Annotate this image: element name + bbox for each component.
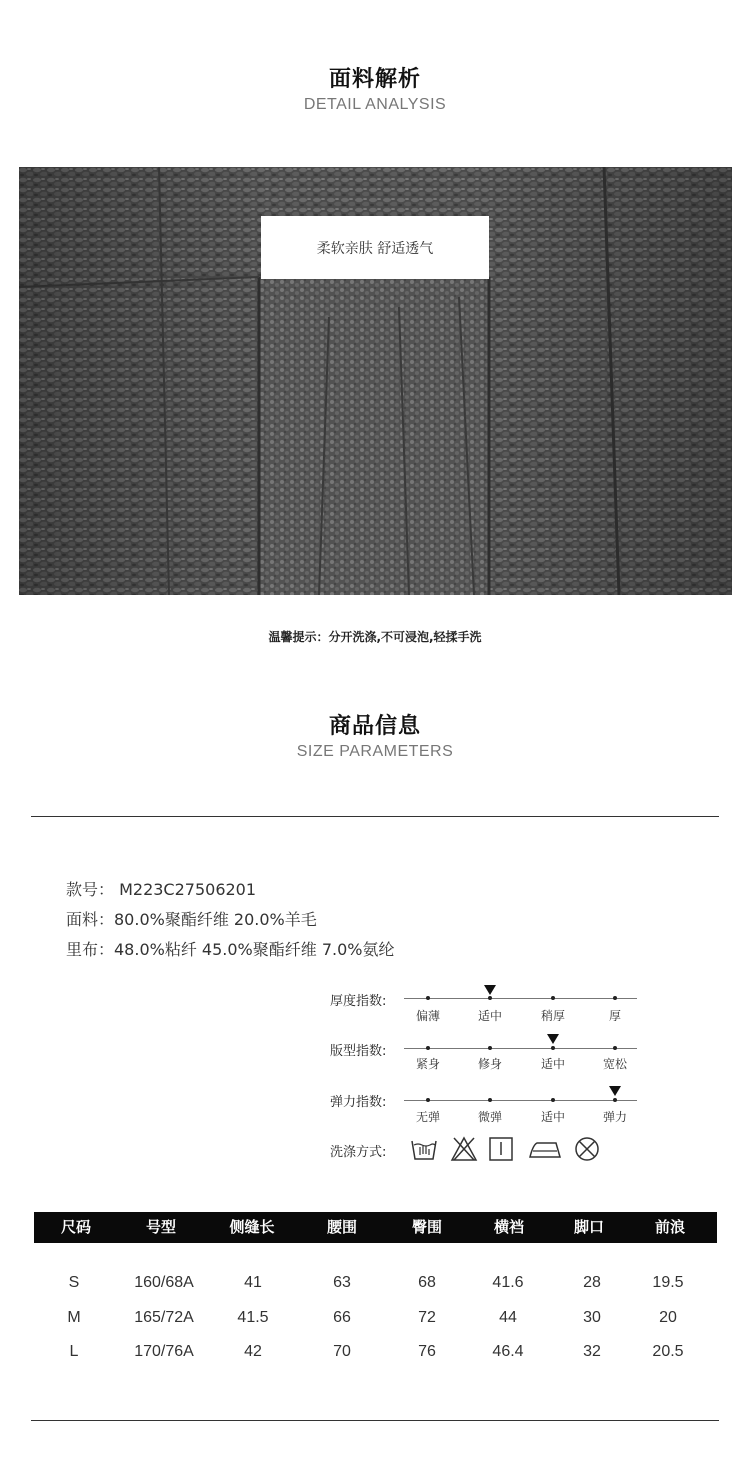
thickness-index-label: 厚度指数: [330,994,387,1009]
scale-dot [488,996,492,1000]
scale-dot [426,1098,430,1102]
thickness-scale [404,998,637,999]
scale-dot [613,1098,617,1102]
table-cell: 44 [499,1309,517,1326]
header-waist: 腰围 [326,1218,357,1236]
table-cell: 41 [244,1274,262,1291]
scale-dot [613,996,617,1000]
scale-dot [551,1098,555,1102]
table-cell: 46.4 [492,1343,524,1360]
header-size: 尺码 [60,1218,91,1236]
elasticity-marker [609,1086,621,1096]
divider-top [31,816,719,817]
header-front-rise: 前浪 [654,1218,685,1236]
elasticity-option: 无弹 [415,1110,440,1124]
thickness-option: 厚 [608,1009,621,1023]
header-thigh: 横裆 [493,1218,524,1236]
elasticity-index-label: 弹力指数: [330,1095,387,1110]
fit-option: 适中 [540,1057,565,1071]
table-cell: 76 [418,1343,436,1360]
thickness-option: 适中 [477,1009,502,1023]
scale-dot [488,1098,492,1102]
scale-dot [551,1046,555,1050]
elasticity-option: 微弹 [477,1110,502,1124]
no-bleach-icon [450,1135,478,1163]
lining-composition: 里布：48.0%粘纤 45.0%聚酯纤维 7.0%氨纶 [66,940,395,959]
scale-dot [613,1046,617,1050]
scale-dot [426,1046,430,1050]
care-tip: 温馨提示：分开洗涤,不可浸泡,轻揉手洗 [268,630,482,644]
table-cell: 41.6 [492,1274,524,1291]
table-cell: S [68,1274,80,1291]
table-cell: 28 [583,1274,601,1291]
scale-dot [551,996,555,1000]
header-hem: 脚口 [573,1218,604,1236]
detail-title: 面料解析 [328,67,421,92]
thickness-marker [484,985,496,995]
table-cell: 72 [418,1309,436,1326]
table-cell: 30 [583,1309,601,1326]
table-cell: 20.5 [652,1343,684,1360]
table-cell: 32 [583,1343,601,1360]
elasticity-option: 弹力 [602,1110,627,1124]
header-hip: 臀围 [411,1218,442,1236]
hang-dry-icon [487,1135,515,1163]
thickness-option: 稍厚 [540,1009,565,1023]
scale-dot [426,996,430,1000]
header-side-length: 侧缝长 [229,1218,275,1236]
low-iron-icon [527,1135,563,1163]
scale-dot [488,1046,492,1050]
fit-marker [547,1034,559,1044]
hand-wash-icon [410,1135,438,1163]
fit-option: 修身 [477,1057,502,1071]
table-cell: 165/72A [134,1309,194,1326]
no-dry-clean-icon [573,1135,601,1163]
table-cell: 42 [244,1343,262,1360]
table-cell: 170/76A [134,1343,194,1360]
fit-option: 宽松 [602,1057,627,1071]
table-cell: 66 [333,1309,351,1326]
size-title: 商品信息 [328,714,421,739]
fabric-caption: 柔软亲肤 舒适透气 [261,216,489,279]
table-cell: 19.5 [652,1274,684,1291]
thickness-option: 偏薄 [415,1009,440,1023]
table-cell: 68 [418,1274,436,1291]
size-subtitle: SIZE PARAMETERS [296,743,454,760]
style-number: 款号： M223C27506201 [66,880,257,899]
fabric-composition: 面料：80.0%聚酯纤维 20.0%羊毛 [66,910,317,929]
care-label: 洗涤方式: [330,1145,387,1160]
fit-index-label: 版型指数: [330,1044,387,1059]
divider-bottom [31,1420,719,1421]
table-cell: 70 [333,1343,351,1360]
fit-option: 紧身 [415,1057,440,1071]
table-cell: 41.5 [237,1309,269,1326]
detail-subtitle: DETAIL ANALYSIS [303,96,447,113]
elasticity-scale [404,1100,637,1101]
table-cell: 20 [659,1309,677,1326]
header-model: 号型 [145,1218,176,1236]
table-cell: L [69,1343,79,1360]
table-cell: 160/68A [134,1274,194,1291]
table-cell: M [67,1309,81,1326]
elasticity-option: 适中 [540,1110,565,1124]
table-cell: 63 [333,1274,351,1291]
fit-scale [404,1048,637,1049]
